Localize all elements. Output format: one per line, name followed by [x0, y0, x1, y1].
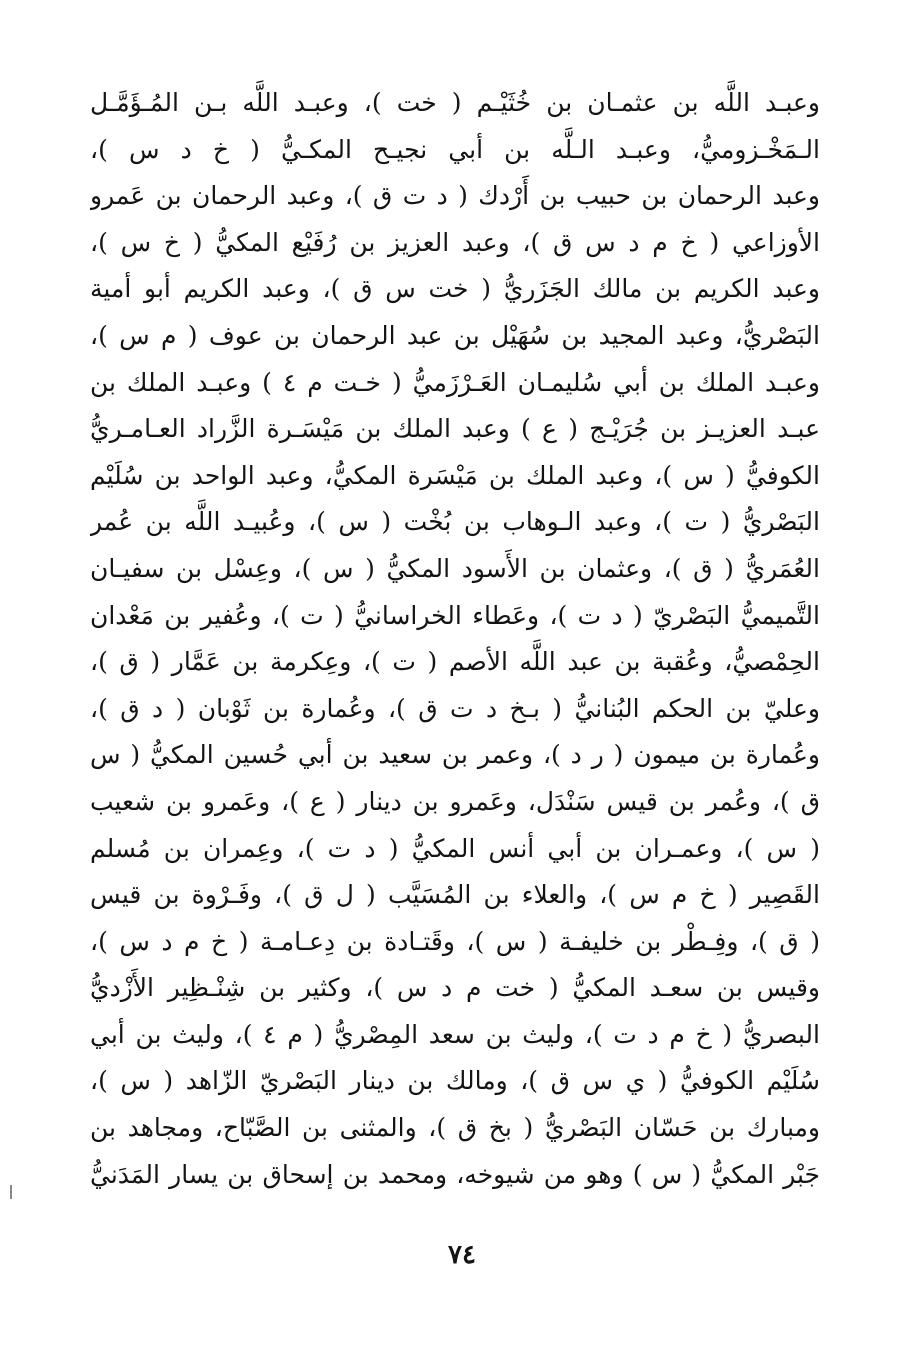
text-line-5: وعبد الكريم بن مالك الجَزَريُّ ( خت س ق )، وعبد الكريم أبو أمية	[90, 274, 820, 304]
text-line-2: الـمَخْـزوميُّ، وعبـد الـلَّه بن أبي نجيـح المكـيُّ ( خ د س )،	[90, 134, 820, 164]
text-line-3: وعبد الرحمان بن حبيب بن أَرْدك ( د ت ق )، وعبد الرحمان بن عَمرو	[90, 181, 820, 211]
text-line-18: القَصِير ( خ م س )، والعلاء بن المُسَيَّب ( ل ق )، وفَـرْوة بن قيس	[90, 880, 820, 910]
text-line-4: الأوزاعي ( خ م د س ق )، وعبد العزيز بن رُفَيْع المكيُّ ( خ س )،	[90, 227, 820, 257]
body-text	[90, 80, 820, 1198]
text-line-11: العُمَريُّ ( ق )، وعثمان بن الأَسود المكيُّ ( س )، وعِسْل بن سفيـان	[90, 553, 820, 583]
text-line-13: الحِمْصيُّ، وعُقبة بن عبد اللَّه الأصم ( ت )، وعِكرمة بن عَمَّار ( ق )،	[90, 647, 820, 677]
page-number: ٧٤	[448, 1240, 476, 1270]
text-line-21: البصريُّ ( خ م د ت )، وليث بن سعد المِصْريُّ ( م ٤ )، وليث بن أبي	[90, 1019, 820, 1049]
text-line-12: التَّميميُّ البَصْريّ ( د ت )، وعَطاء الخراسانيُّ ( ت )، وعُفير بن مَعْدان	[90, 600, 820, 630]
text-line-8: عبـد العزيـز بن جُرَيْـج ( ع ) وعبد الملك بن مَيْسَـرة الزَّراد العـامـريُّ	[90, 414, 820, 444]
text-line-19: ( ق )، وفِـطْر بن خليفـة ( س )، وقَتـادة بن دِعـامـة ( خ م د س )،	[90, 926, 820, 956]
text-line-7: وعبـد الملك بن أبي سُليمـان العَـرْزَميُّ ( خـت م ٤ ) وعبـد الملك بن	[90, 367, 820, 397]
text-line-23: ومبارك بن حَسّان البَصْريُّ ( بخ ق )، والمثنى بن الصَّبّاح، ومجاهد بن	[90, 1113, 820, 1143]
text-line-6: البَصْريُّ، وعبد المجيد بن سُهَيْل بن عبد الرحمان بن عوف ( م س )،	[90, 320, 820, 350]
text-line-16: ق )، وعُمر بن قيس سَنْدَل، وعَمرو بن دينار ( ع )، وعَمرو بن شعيب	[90, 786, 820, 816]
text-line-10: البَصْريُّ ( ت )، وعبد الـوهاب بن بُخْت ( س )، وعُبيـد اللَّه بن عُمر	[90, 507, 820, 537]
text-line-9: الكوفيُّ ( س )، وعبد الملك بن مَيْسَرة المكيُّ، وعبد الواحد بن سُلَيْم	[90, 460, 820, 490]
text-line-24: جَبْر المكيُّ ( س ) وهو من شيوخه، ومحمد بن إسحاق بن يسار المَدَنيُّ	[90, 1159, 820, 1189]
text-line-1: وعبـد اللَّه بن عثمـان بن خُثَيْـم ( خت )، وعبـد اللَّه بـن المُـؤَمَّـل	[90, 88, 820, 117]
text-line-15: وعُمارة بن ميمون ( ر د )، وعمر بن سعيد بن أبي حُسين المكيُّ ( س	[90, 740, 820, 770]
text-line-14: وعليّ بن الحكم البُنانيُّ ( بـخ د ت ق )، وعُمارة بن ثَوْبان ( د ق )،	[90, 693, 820, 723]
text-line-17: ( س )، وعمـران بن أبي أنس المكيُّ ( د ت )، وعِمران بن مُسلم	[90, 833, 820, 863]
margin-mark	[10, 1185, 12, 1199]
text-line-20: وقيس بن سعـد المكيُّ ( خت م د س )، وكثير بن شِنْـظِير الأَزْديُّ	[90, 973, 820, 1003]
text-line-22: سُلَيْم الكوفيُّ ( ي س ق )، ومالك بن دينار البَصْريّ الزّاهد ( س )،	[90, 1066, 820, 1096]
